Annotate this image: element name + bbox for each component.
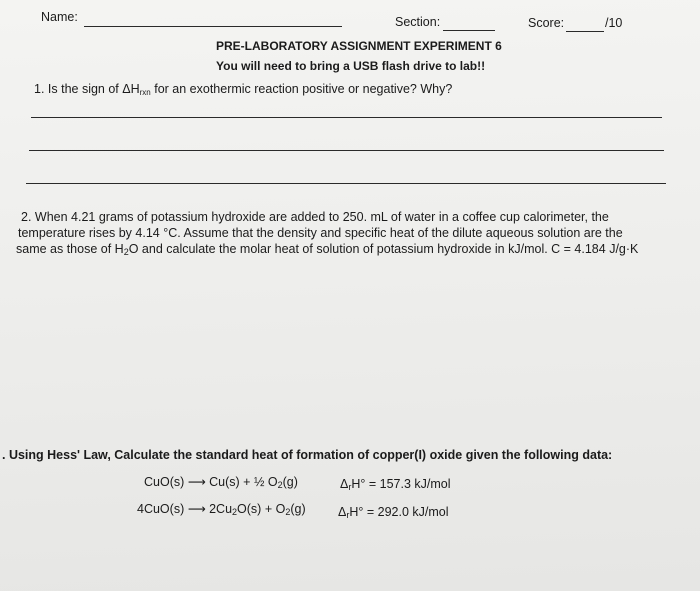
question-1: 1. Is the sign of $\Delta H_{rxn}$ for an exothermic reaction positive or negative? Why? — [34, 82, 453, 97]
name-label: Name: — [41, 10, 78, 24]
section-label: Section: — [395, 15, 441, 29]
section-blank — [443, 30, 495, 31]
score-total: /10 — [605, 16, 623, 30]
page-title: PRE-LABORATORY ASSIGNMENT EXPERIMENT 6 — [216, 39, 502, 53]
answer-line — [29, 150, 664, 151]
reaction-1-enthalpy: ΔrH° = 157.3 kJ/mol — [340, 477, 451, 492]
question-3: . Using Hess' Law, Calculate the standard heat of formation of copper(I) oxide given the following data: — [2, 448, 613, 462]
reaction-2-equation: 4CuO(s) ⟶ 2Cu2O(s) + O2(g) — [137, 502, 306, 517]
answer-line — [26, 183, 666, 184]
reaction-1-equation: CuO(s) ⟶ Cu(s) + ½ O2(g) — [144, 475, 298, 490]
question-2-line-1: 2. When 4.21 grams of potassium hydroxide are added to 250. mL of water in a coffee cup calorimeter, the — [21, 210, 609, 224]
reaction-2-enthalpy: ΔrH° = 292.0 kJ/mol — [338, 505, 449, 520]
score-label: Score: — [528, 16, 565, 30]
question-2-line-2: temperature rises by 4.14 °C. Assume that the density and specific heat of the dilute aqueous solution are the — [18, 226, 623, 240]
name-blank — [84, 26, 342, 27]
answer-line — [31, 117, 662, 118]
score-blank — [566, 31, 604, 32]
question-2-line-3: same as those of H2O and calculate the molar heat of solution of potassium hydroxide in kJ/mol. C = 4.184 J/g·K — [16, 242, 639, 257]
usb-notice: You will need to bring a USB flash drive to lab!! — [216, 59, 486, 73]
